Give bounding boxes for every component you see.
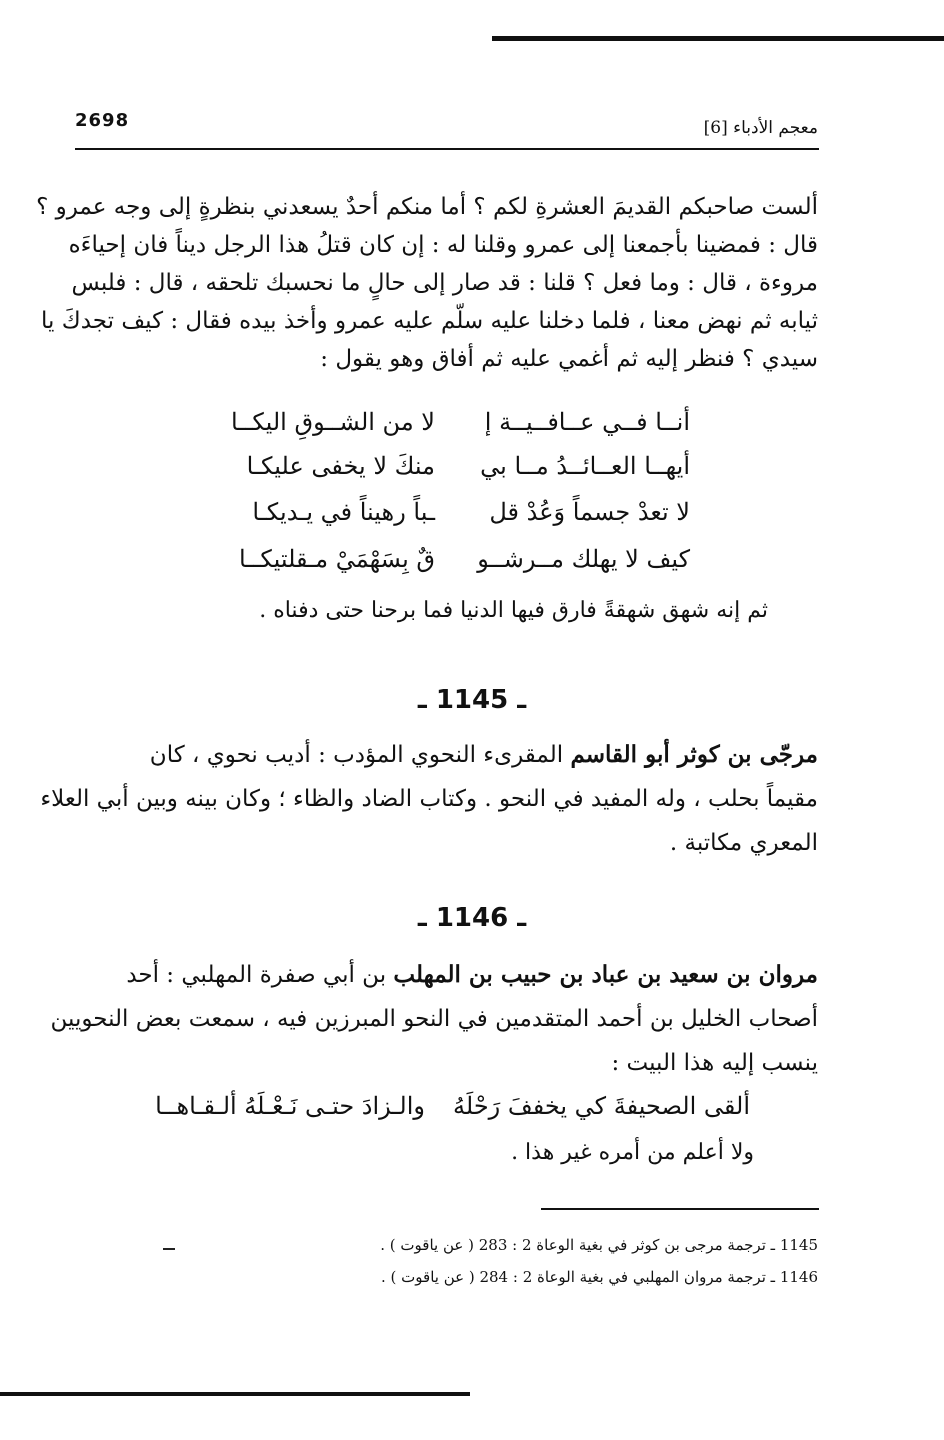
verse-second-hemistich: ـباً رهيناً في يـديكـا <box>252 498 435 526</box>
page-number: 2698 <box>75 110 130 131</box>
running-title: معجم الأدباء [6] <box>703 118 818 138</box>
scan-mark <box>163 1248 175 1250</box>
text-line: ثيابه ثم نهض معنا ، فلما دخلنا عليه سلّم عليه عمرو وأخذ بيده فقال : كيف تجدكَ يا <box>41 308 818 334</box>
text-line: مروءة ، قال : وما فعل ؟ قلنا : قد صار إلى حالٍ ما نحسبك تلحقه ، قال : فلبس <box>71 270 818 296</box>
verse-first-hemistich: ألقى الصحيفةَ كي يخففَ رَحْلَهُ <box>453 1092 750 1120</box>
footnote-rule <box>541 1208 819 1210</box>
text-line: ألست صاحبكم القديمَ العشرةِ لكم ؟ أما منكم أحدٌ يسعدني بنظرةٍ إلى وجه عمرو ؟ <box>36 194 818 220</box>
entry-number-1145: ـ 1145 ـ <box>417 685 527 715</box>
entry-description: المقرىء النحوي المؤدب : أديب نحوي ، كان <box>149 742 564 768</box>
verse-second-hemistich: منكَ لا يخفى عليكـا <box>246 452 435 480</box>
bottom-edge-rule <box>0 1392 470 1396</box>
verse-line <box>200 452 690 488</box>
text-line: مقيماً بحلب ، وله المفيد في النحو . وكتاب الضاد والظاء ؛ وكان بينه وبين أبي العلاء <box>40 786 818 812</box>
entry-name: مرجّى بن كوثر أبو القاسم <box>570 741 818 768</box>
top-edge-rule <box>492 36 944 41</box>
entry-1146-paragraph <box>50 953 818 1085</box>
entry-1145-paragraph <box>40 733 818 865</box>
poem-conclusion: ثم إنه شهق شهقةً فارق فيها الدنيا فما برحنا حتى دفناه . <box>259 598 768 623</box>
text-line: أصحاب الخليل بن أحمد المتقدمين في النحو المبرزين فيه ، سمعت بعض النحويين <box>50 1006 818 1032</box>
verse-line <box>200 408 690 444</box>
verse-line <box>200 545 690 581</box>
verse-line <box>110 1092 750 1128</box>
entry-number-1146: ـ 1146 ـ <box>417 903 527 933</box>
footnote-1145: 1145 ـ ترجمة مرجى بن كوثر في بغية الوعاة 2 : 283 ( عن ياقوت ) . <box>380 1236 818 1254</box>
text-line: سيدي ؟ فنظر إليه ثم أغمي عليه ثم أفاق وهو يقول : <box>320 346 818 372</box>
entry-name: مروان بن سعيد بن عباد بن حبيب بن المهلب <box>393 961 818 988</box>
entry-description: بن أبي صفرة المهلبي : أحد <box>126 962 387 988</box>
text-line: المعري مكاتبة . <box>669 830 818 856</box>
text-line: ينسب إليه هذا البيت : <box>611 1050 818 1076</box>
verse-first-hemistich: أيهــا العــائــدُ مــا بي <box>480 452 690 480</box>
intro-paragraph <box>36 188 818 378</box>
verse-second-hemistich: والـزادَ حتـى نَـعْـلَهُ ألـقـاهــا <box>155 1092 425 1120</box>
verse-first-hemistich: لا تعدْ جسماً وَعُدْ قل <box>489 498 690 526</box>
text-line: قال : فمضينا بأجمعنا إلى عمرو وقلنا له : إن كان قتلُ هذا الرجل ديناً فان إحياءَه <box>68 232 818 258</box>
entry-first-line <box>70 733 818 777</box>
verse-second-hemistich: لا من الشــوقِ اليكــا <box>230 408 435 436</box>
closing-line: ولا أعلم من أمره غير هذا . <box>511 1140 754 1165</box>
verse-first-hemistich: أنــا فــي عــافــيــة إ <box>484 408 690 436</box>
verse-first-hemistich: كيف لا يهلك مــرشــو <box>477 545 690 573</box>
verse-second-hemistich: قٌ بِسَهْمَيْ مـقلتيكــا <box>239 545 435 573</box>
verse-line <box>200 498 690 534</box>
entry-first-line <box>70 953 818 997</box>
footnote-1146: 1146 ـ ترجمة مروان المهلبي في بغية الوعاة 2 : 284 ( عن ياقوت ) . <box>381 1268 818 1286</box>
header-rule <box>75 148 819 150</box>
